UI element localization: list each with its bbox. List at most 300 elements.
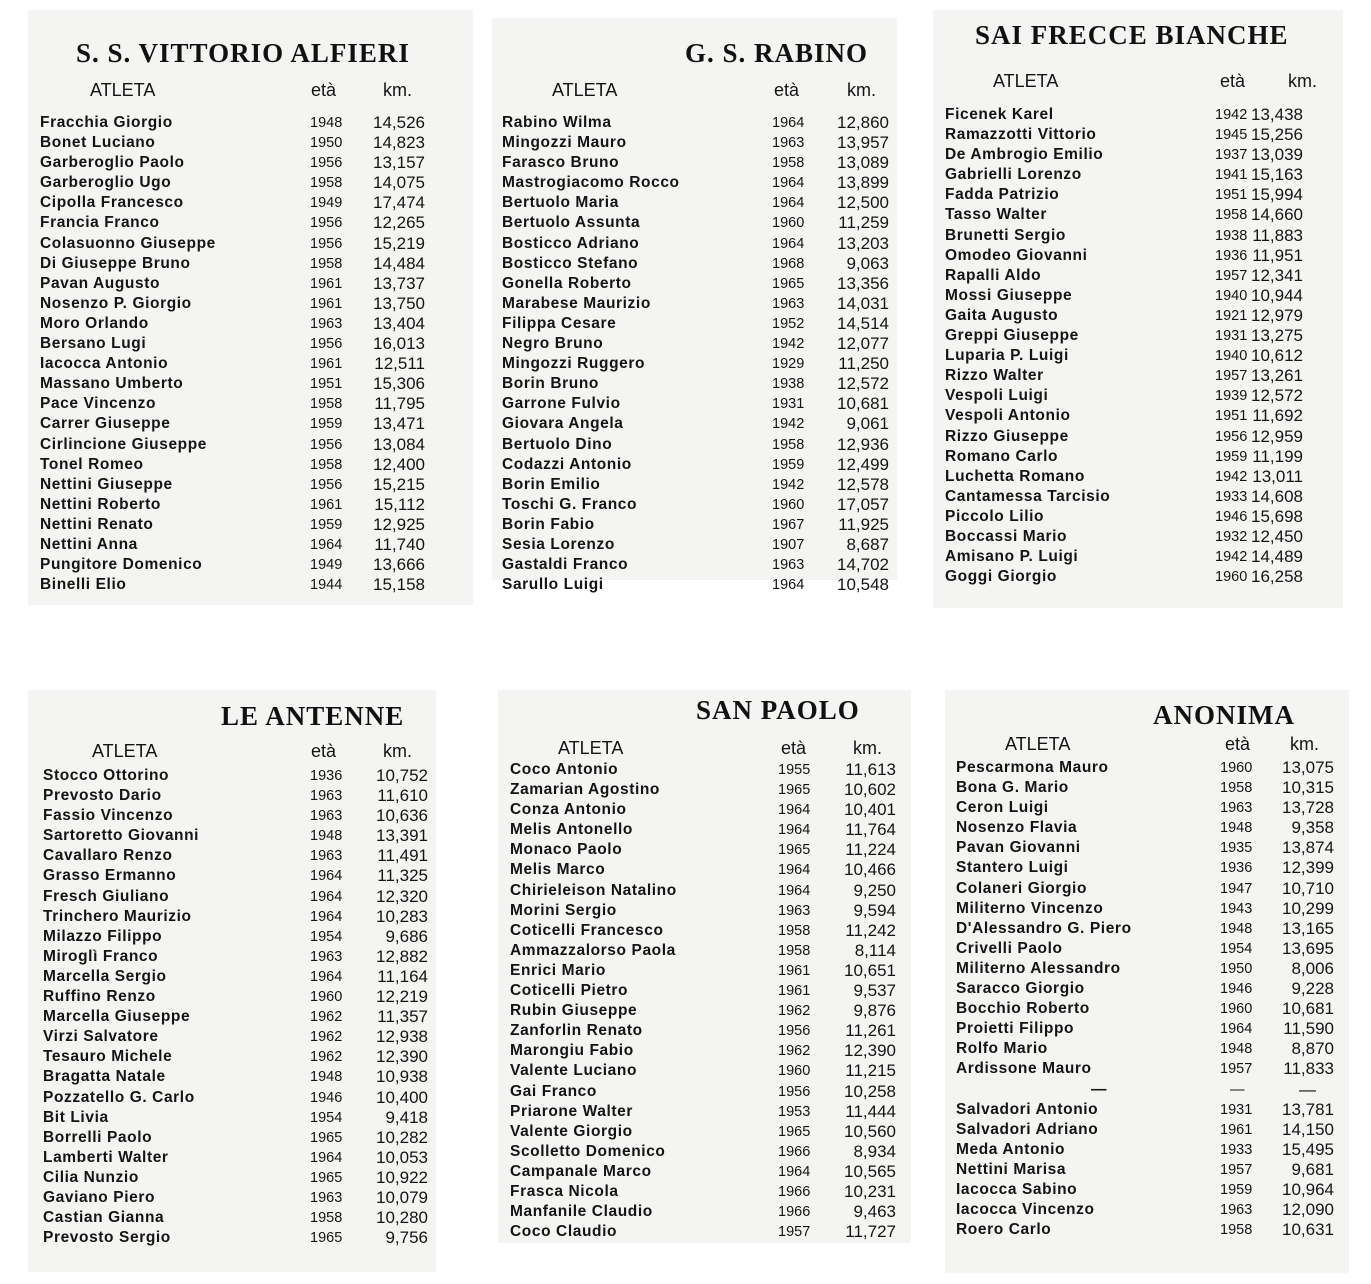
birth-year: 1965 (310, 1169, 343, 1186)
athlete-name: Colasuonno Giuseppe (40, 234, 216, 252)
birth-year: 1960 (1220, 1001, 1253, 1018)
athlete-row (492, 133, 897, 153)
athlete-name: Gaviano Piero (43, 1188, 156, 1206)
athlete-row (492, 354, 897, 374)
athlete-name: Trinchero Maurizio (43, 907, 192, 925)
birth-year: 1956 (778, 1023, 811, 1040)
birth-year: 1966 (778, 1143, 811, 1160)
athlete-name: Rubin Giuseppe (510, 1002, 638, 1020)
birth-year: 1948 (310, 115, 343, 131)
athlete-name: Pavan Augusto (40, 274, 161, 292)
km-value: 10,079 (376, 1187, 428, 1207)
athlete-name: Negro Bruno (502, 335, 604, 353)
km-value: 15,163 (1251, 165, 1303, 185)
athlete-row (498, 1001, 911, 1021)
athlete-name: Nettini Giuseppe (40, 475, 173, 493)
athlete-row (28, 374, 473, 394)
birth-year: 1958 (310, 456, 343, 473)
birth-year: 1963 (1220, 1202, 1253, 1219)
athlete-name: Sartoretto Giovanni (43, 827, 200, 845)
athlete-row (933, 386, 1343, 406)
birth-year: 1958 (1215, 207, 1248, 224)
km-value: 14,031 (837, 293, 889, 313)
athlete-name: Cirlincione Giuseppe (40, 435, 208, 453)
col-header-athlete: ATLETA (552, 80, 618, 100)
team-title: S. S. VITTORIO ALFIERI (76, 38, 410, 68)
km-value: 10,560 (844, 1121, 896, 1141)
athlete-name: Zamarian Agostino (510, 781, 661, 799)
athlete-name: Castian Gianna (43, 1209, 165, 1227)
athlete-row (28, 1108, 436, 1128)
km-value: 12,341 (1251, 265, 1303, 285)
birth-year: 1964 (772, 115, 805, 131)
col-header-age: età (781, 738, 807, 758)
athlete-row (28, 234, 473, 254)
birth-year: 1938 (772, 376, 805, 393)
km-value: 11,325 (377, 866, 428, 886)
athlete-row (492, 455, 897, 475)
athlete-row (28, 1047, 436, 1067)
km-value: 15,698 (1251, 506, 1303, 526)
km-value: 12,090 (1282, 1200, 1334, 1220)
birth-year: 1962 (310, 1009, 343, 1026)
athlete-row (28, 133, 473, 153)
km-value: 14,660 (1251, 205, 1303, 225)
athlete-row (498, 840, 911, 860)
km-value: 10,752 (376, 766, 428, 785)
birth-year: 1962 (778, 1043, 811, 1060)
athlete-row (933, 427, 1343, 447)
km-value: 11,951 (1252, 245, 1303, 265)
athlete-name: Iacocca Sabino (956, 1180, 1078, 1198)
athlete-row (498, 1162, 911, 1182)
team-panel (28, 10, 473, 605)
birth-year: 1951 (310, 376, 343, 393)
birth-year: 1958 (1220, 780, 1253, 797)
km-value: 11,259 (838, 213, 889, 233)
birth-year: 1946 (1220, 981, 1253, 998)
results-list (28, 113, 473, 595)
athlete-name: Borin Fabio (502, 515, 595, 533)
athlete-name: Bertuolo Maria (502, 194, 619, 212)
km-value: 13,781 (1282, 1099, 1334, 1119)
birth-year: 1957 (1220, 1161, 1253, 1178)
athlete-row (492, 535, 897, 555)
athlete-name: Giovara Angela (502, 415, 624, 433)
athlete-row (498, 1082, 911, 1102)
birth-year: 1964 (310, 908, 343, 925)
km-value: 15,219 (373, 233, 425, 253)
birth-year: 1944 (310, 577, 343, 594)
athlete-row (492, 575, 897, 595)
athlete-name: Bit Livia (43, 1108, 109, 1126)
athlete-row (28, 555, 473, 575)
birth-year: 1967 (772, 516, 805, 533)
km-value: 15,306 (373, 374, 425, 394)
team-title: ANONIMA (1153, 700, 1295, 730)
athlete-name: De Ambrogio Emilio (945, 146, 1104, 164)
athlete-name: Borrelli Paolo (43, 1128, 153, 1146)
km-value: 11,692 (1252, 406, 1303, 426)
athlete-row (492, 113, 897, 133)
birth-year: 1955 (778, 762, 811, 778)
athlete-row (28, 213, 473, 233)
athlete-name: Fassio Vincenzo (43, 807, 174, 825)
col-header-age: età (311, 80, 337, 100)
km-value: 8,870 (1291, 1039, 1334, 1059)
athlete-name: Ficenek Karel (945, 106, 1054, 123)
athlete-name: D'Alessandro G. Piero (956, 919, 1132, 937)
birth-year: 1959 (1215, 448, 1248, 465)
athlete-name: Garrone Fulvio (502, 395, 621, 413)
birth-year: 1956 (310, 155, 343, 172)
athlete-name: Cantamessa Tarcisio (945, 487, 1111, 505)
birth-year: 1929 (772, 356, 805, 373)
athlete-name: Tesauro Michele (43, 1048, 173, 1066)
km-value: 12,450 (1251, 526, 1303, 546)
birth-year: 1953 (778, 1103, 811, 1120)
athlete-row (498, 1021, 911, 1041)
athlete-row (945, 1220, 1349, 1240)
results-list (492, 113, 897, 595)
athlete-row (945, 838, 1349, 858)
athlete-row (28, 475, 473, 495)
athlete-row (492, 495, 897, 515)
athlete-row (28, 535, 473, 555)
km-value: — (1299, 1079, 1316, 1099)
birth-year: 1964 (778, 802, 811, 819)
athlete-name: Ceron Luigi (956, 799, 1049, 817)
athlete-row (28, 1208, 436, 1228)
athlete-name: Pavan Giovanni (956, 839, 1081, 857)
km-value: 9,756 (385, 1228, 428, 1248)
athlete-name: Nettini Renato (40, 515, 154, 533)
athlete-name: Nettini Anna (40, 535, 138, 553)
athlete-name: Cipolla Francesco (40, 194, 184, 212)
athlete-name: Coticelli Francesco (510, 921, 664, 939)
km-value: 11,883 (1252, 225, 1303, 245)
athlete-name: Romano Carlo (945, 447, 1059, 465)
athlete-row (498, 1041, 911, 1061)
athlete-row (945, 1080, 1349, 1100)
athlete-name: Bosticco Stefano (502, 254, 639, 272)
birth-year: 1964 (772, 235, 805, 252)
km-value: 8,687 (846, 534, 889, 554)
km-value: 9,594 (853, 900, 896, 920)
athlete-name: — (1091, 1080, 1108, 1098)
athlete-row (498, 780, 911, 800)
km-value: 9,228 (1291, 979, 1334, 999)
athlete-name: Rabino Wilma (502, 114, 612, 131)
athlete-row (945, 858, 1349, 878)
athlete-row (498, 961, 911, 981)
athlete-row (933, 326, 1343, 346)
birth-year: 1948 (310, 828, 343, 845)
athlete-name: Boccassi Mario (945, 527, 1068, 545)
birth-year: 1959 (310, 516, 343, 533)
athlete-row (492, 153, 897, 173)
birth-year: 1942 (1215, 549, 1248, 566)
km-value: 11,610 (377, 786, 428, 806)
athlete-name: Saracco Giorgio (956, 980, 1085, 998)
athlete-row (28, 173, 473, 193)
km-value: 10,280 (376, 1208, 428, 1228)
athlete-row (28, 254, 473, 274)
athlete-row (933, 447, 1343, 467)
birth-year: 1942 (1215, 107, 1248, 123)
col-header-athlete: ATLETA (993, 71, 1059, 91)
athlete-row (28, 1088, 436, 1108)
athlete-row (933, 527, 1343, 547)
athlete-row (498, 881, 911, 901)
athlete-row (498, 1222, 911, 1242)
team-panel (492, 18, 897, 595)
birth-year: 1961 (310, 295, 343, 312)
athlete-row (28, 1188, 436, 1208)
athlete-row (492, 475, 897, 495)
km-value: 9,463 (853, 1202, 896, 1222)
athlete-name: Luchetta Romano (945, 467, 1085, 485)
athlete-row (28, 826, 436, 846)
athlete-row (498, 1061, 911, 1081)
athlete-name: Valente Giorgio (510, 1122, 633, 1140)
km-value: 9,250 (853, 880, 896, 900)
col-header-athlete: ATLETA (92, 741, 158, 761)
athlete-row (933, 266, 1343, 286)
athlete-row (945, 919, 1349, 939)
col-header-age: età (774, 80, 800, 100)
athlete-name: Gai Franco (510, 1082, 597, 1100)
km-value: 12,936 (837, 434, 889, 454)
athlete-row (945, 959, 1349, 979)
km-value: 15,256 (1251, 125, 1303, 145)
athlete-row (28, 947, 436, 967)
km-value: 17,057 (837, 494, 889, 514)
athlete-row (28, 766, 436, 786)
km-value: 14,526 (373, 113, 425, 132)
km-value: 12,882 (376, 946, 428, 966)
birth-year: 1960 (310, 989, 343, 1006)
athlete-name: Bona G. Mario (956, 779, 1069, 797)
birth-year: 1954 (310, 928, 343, 945)
athlete-name: Proietti Filippo (956, 1020, 1075, 1038)
birth-year: 1965 (310, 1230, 343, 1247)
athlete-name: Brunetti Sergio (945, 226, 1066, 244)
athlete-name: Lamberti Walter (43, 1148, 169, 1166)
team-panel (945, 690, 1349, 1273)
km-value: 12,265 (373, 213, 425, 233)
birth-year: 1947 (1220, 880, 1253, 897)
km-value: 8,934 (853, 1141, 896, 1161)
athlete-name: Bersano Lugi (40, 335, 147, 353)
km-value: 9,537 (853, 981, 896, 1001)
birth-year: 1963 (310, 315, 343, 332)
athlete-name: Sesia Lorenzo (502, 535, 615, 553)
birth-year: 1949 (310, 557, 343, 574)
birth-year: 1936 (1215, 247, 1248, 264)
km-value: 10,636 (376, 806, 428, 826)
athlete-row (28, 1027, 436, 1047)
athlete-name: Ramazzotti Vittorio (945, 126, 1097, 144)
athlete-row (28, 414, 473, 434)
athlete-row (492, 515, 897, 535)
birth-year: 1964 (772, 577, 805, 594)
birth-year: 1963 (310, 848, 343, 865)
athlete-name: Cilia Nunzio (43, 1168, 139, 1186)
athlete-name: Coco Antonio (510, 761, 619, 778)
km-value: 13,438 (1251, 105, 1303, 124)
athlete-row (492, 213, 897, 233)
birth-year: 1964 (772, 175, 805, 192)
athlete-row (945, 1059, 1349, 1079)
km-value: 10,283 (376, 906, 428, 926)
athlete-name: Pungitore Domenico (40, 556, 203, 574)
athlete-row (492, 294, 897, 314)
km-value: 10,053 (376, 1147, 428, 1167)
athlete-name: Milazzo Filippo (43, 927, 163, 945)
km-value: 10,964 (1282, 1179, 1334, 1199)
km-value: 15,112 (374, 494, 425, 514)
km-value: 9,358 (1291, 818, 1334, 838)
km-value: 9,686 (385, 926, 428, 946)
birth-year: 1961 (778, 962, 811, 979)
team-panel (498, 690, 911, 1243)
athlete-row (945, 939, 1349, 959)
athlete-name: Virzi Salvatore (43, 1028, 159, 1046)
km-value: 11,250 (838, 354, 889, 374)
athlete-row (28, 455, 473, 475)
athlete-name: Miroglì Franco (43, 947, 159, 965)
athlete-name: Fracchia Giorgio (40, 114, 173, 131)
km-value: 13,471 (373, 414, 425, 434)
athlete-name: Filippa Cesare (502, 314, 617, 332)
col-header-athlete: ATLETA (1005, 734, 1071, 754)
athlete-name: Pozzatello G. Carlo (43, 1088, 195, 1106)
athlete-row (492, 274, 897, 294)
km-value: 16,258 (1251, 567, 1303, 587)
km-value: 10,299 (1282, 898, 1334, 918)
km-value: 12,959 (1251, 426, 1303, 446)
athlete-name: Meda Antonio (956, 1140, 1066, 1158)
athlete-row (933, 366, 1343, 386)
athlete-row (933, 467, 1343, 487)
birth-year: 1959 (772, 456, 805, 473)
athlete-row (945, 1180, 1349, 1200)
athlete-name: Pescarmona Mauro (956, 759, 1109, 776)
birth-year: 1962 (310, 1029, 343, 1046)
birth-year: 1946 (310, 1089, 343, 1106)
athlete-name: Garberoglio Ugo (40, 174, 172, 192)
athlete-name: Chirieleison Natalino (510, 881, 677, 899)
athlete-name: Militerno Vincenzo (956, 899, 1104, 917)
km-value: 11,795 (374, 394, 425, 414)
athlete-name: Sarullo Luigi (502, 576, 604, 594)
km-value: 13,391 (376, 826, 428, 846)
athlete-row (498, 860, 911, 880)
athlete-name: Prevosto Dario (43, 787, 162, 805)
athlete-row (498, 901, 911, 921)
athlete-name: Iacocca Antonio (40, 355, 169, 373)
birth-year: 1956 (778, 1083, 811, 1100)
athlete-row (945, 758, 1349, 778)
km-value: 10,710 (1282, 878, 1334, 898)
athlete-name: Coco Claudio (510, 1223, 618, 1241)
athlete-name: Vespoli Antonio (945, 407, 1071, 425)
athlete-row (933, 406, 1343, 426)
athlete-name: Manfanile Claudio (510, 1203, 653, 1221)
birth-year: 1963 (772, 557, 805, 574)
athlete-name: Greppi Giuseppe (945, 327, 1079, 345)
col-header-athlete: ATLETA (90, 80, 156, 100)
km-value: 10,400 (376, 1087, 428, 1107)
athlete-name: Mastrogiacomo Rocco (502, 174, 680, 192)
birth-year: 1951 (1215, 187, 1248, 204)
km-value: 12,860 (837, 113, 889, 132)
km-value: 11,925 (838, 514, 889, 534)
athlete-row (28, 314, 473, 334)
birth-year: 1964 (310, 536, 343, 553)
birth-year: 1965 (310, 1129, 343, 1146)
km-value: 10,681 (837, 394, 889, 414)
athlete-row (28, 887, 436, 907)
athlete-name: Enrici Mario (510, 961, 606, 979)
athlete-name: Garberoglio Paolo (40, 154, 185, 172)
km-value: 15,994 (1251, 185, 1303, 205)
athlete-name: Pace Vincenzo (40, 395, 157, 413)
athlete-row (28, 806, 436, 826)
km-value: 12,390 (376, 1047, 428, 1067)
km-value: 13,874 (1282, 838, 1334, 858)
km-value: 14,608 (1251, 486, 1303, 506)
km-value: 13,404 (373, 313, 425, 333)
km-value: 12,320 (376, 886, 428, 906)
athlete-name: Nettini Roberto (40, 495, 161, 513)
birth-year: 1942 (1215, 468, 1248, 485)
athlete-row (933, 185, 1343, 205)
birth-year: 1963 (310, 808, 343, 825)
athlete-name: Stantero Luigi (956, 859, 1069, 877)
birth-year: 1961 (310, 356, 343, 373)
athlete-name: Valente Luciano (510, 1062, 638, 1080)
km-value: 13,011 (1252, 466, 1303, 486)
athlete-row (945, 1100, 1349, 1120)
km-value: 14,823 (373, 133, 425, 153)
athlete-row (933, 567, 1343, 587)
km-value: 10,681 (1282, 999, 1334, 1019)
athlete-name: Massano Umberto (40, 375, 184, 393)
athlete-row (28, 927, 436, 947)
birth-year: 1952 (772, 315, 805, 332)
results-list (933, 105, 1343, 587)
birth-year: 1931 (1220, 1101, 1253, 1118)
athlete-name: Marcella Giuseppe (43, 1008, 191, 1026)
km-value: 10,631 (1282, 1220, 1334, 1240)
birth-year: 1966 (778, 1204, 811, 1221)
team-title: SAN PAOLO (696, 695, 860, 725)
birth-year: 1963 (778, 902, 811, 919)
birth-year: 1907 (772, 536, 805, 553)
athlete-name: Conza Antonio (510, 801, 627, 819)
km-value: 10,548 (837, 575, 889, 595)
athlete-row (945, 1160, 1349, 1180)
birth-year: 1959 (310, 416, 343, 433)
athlete-name: Grasso Ermanno (43, 867, 177, 885)
athlete-row (28, 575, 473, 595)
athlete-row (28, 846, 436, 866)
km-value: 12,925 (373, 514, 425, 534)
athlete-row (492, 173, 897, 193)
birth-year: 1964 (778, 822, 811, 839)
